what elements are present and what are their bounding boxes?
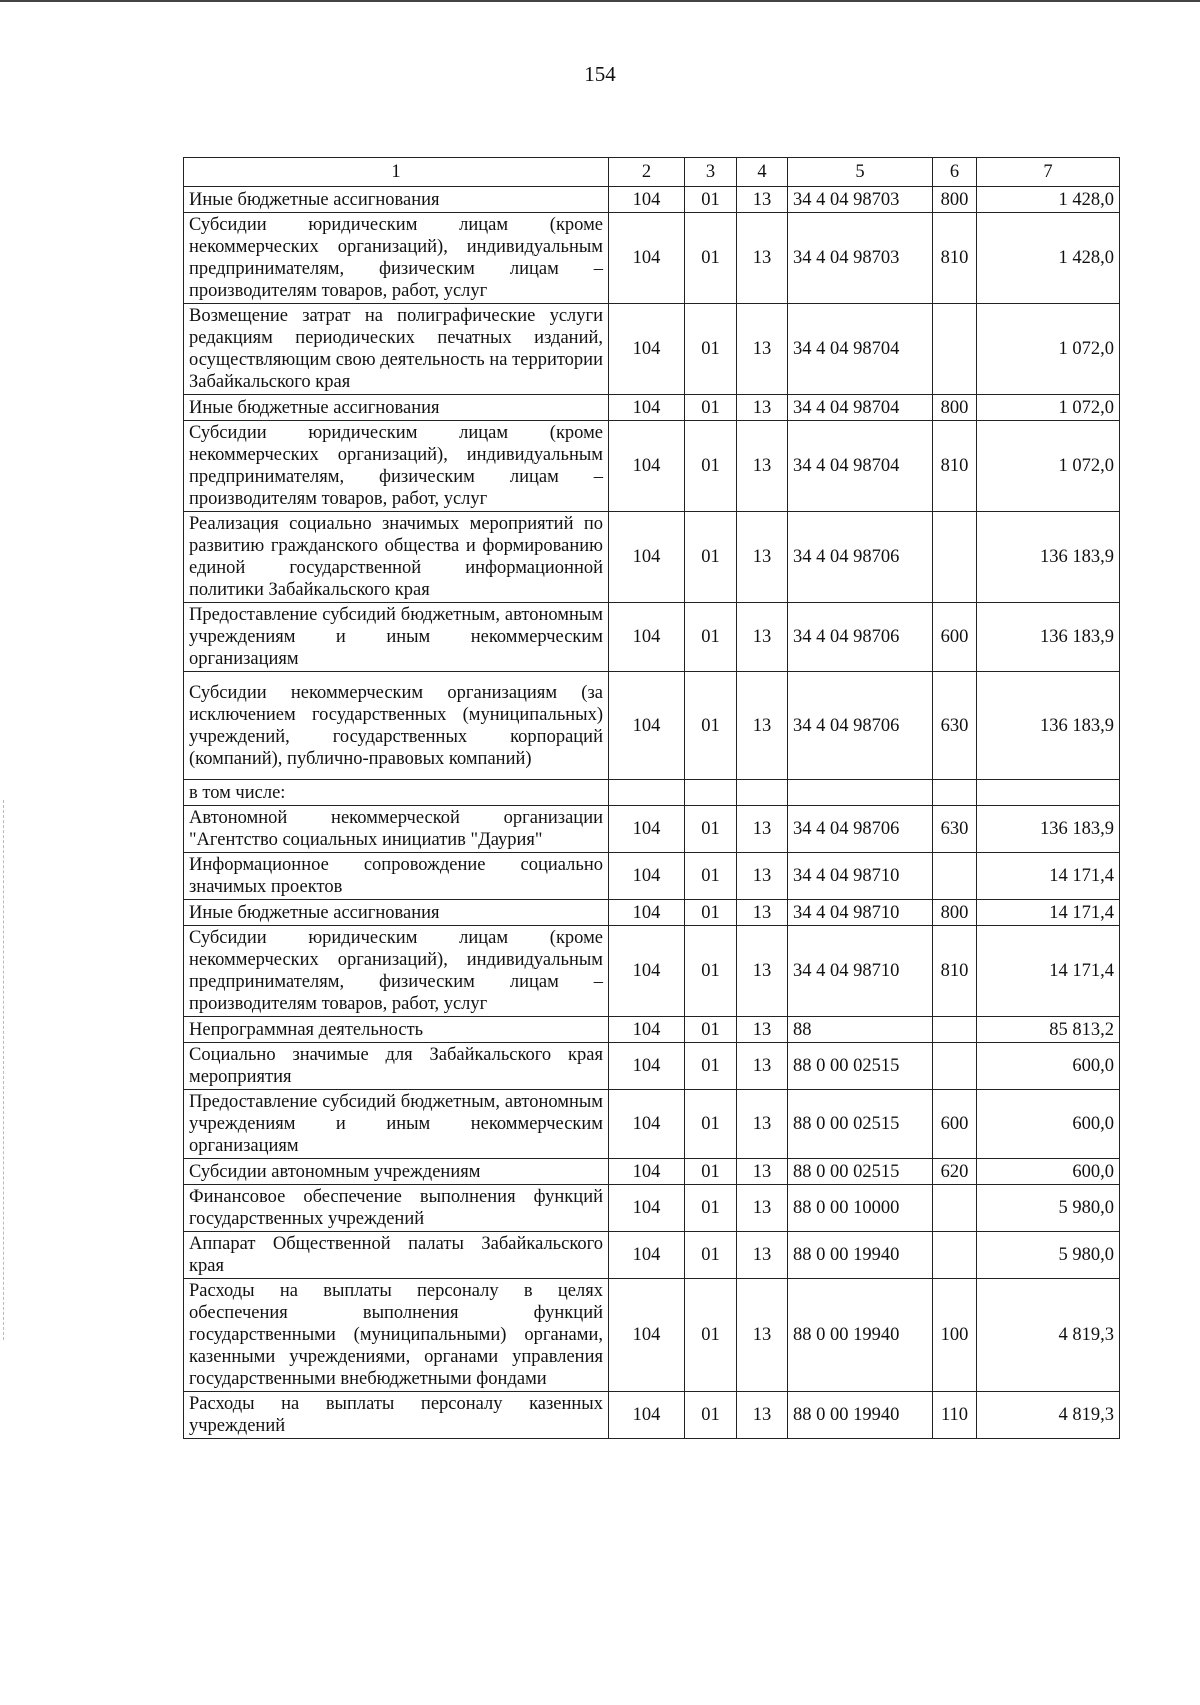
code-subsection: 13 [737,1392,788,1439]
code-subsection: 13 [737,1159,788,1185]
table-row [184,780,1120,806]
code-subsection: 13 [737,213,788,304]
code-target-item [788,780,933,806]
amount: 14 171,4 [977,853,1120,900]
row-description: Информационное сопровождение социально значимых проектов [184,853,609,900]
code-ministry: 104 [609,304,685,395]
table-header-row [184,158,1120,187]
amount: 1 072,0 [977,304,1120,395]
amount: 600,0 [977,1159,1120,1185]
code-target-item: 34 4 04 98703 [788,213,933,304]
table-row [184,926,1120,1017]
code-ministry: 104 [609,421,685,512]
row-description: Субсидии автономным учреждениям [184,1159,609,1185]
header-cell: 5 [788,158,933,187]
code-ministry: 104 [609,1279,685,1392]
table-row [184,1159,1120,1185]
table-row [184,853,1120,900]
code-section: 01 [685,1392,737,1439]
amount: 85 813,2 [977,1017,1120,1043]
code-section: 01 [685,672,737,780]
code-subsection: 13 [737,603,788,672]
amount: 4 819,3 [977,1392,1120,1439]
code-section: 01 [685,900,737,926]
code-expense-type: 810 [933,926,977,1017]
code-expense-type: 810 [933,421,977,512]
row-description: Субсидии некоммерческим организациям (за исключением государственных (муниципальных) учреждений, государственных корпораций (компаний), публично-правовых компаний) [184,672,609,780]
code-subsection: 13 [737,187,788,213]
row-description: Реализация социально значимых мероприятий по развитию гражданского общества и формированию единой государственной информационной политики Забайкальского края [184,512,609,603]
code-ministry: 104 [609,187,685,213]
code-section: 01 [685,926,737,1017]
code-target-item: 34 4 04 98710 [788,853,933,900]
code-ministry: 104 [609,926,685,1017]
table-row [184,1043,1120,1090]
row-description: Субсидии юридическим лицам (кроме некоммерческих организаций), индивидуальным предпринимателям, физическим лицам – производителям товаров, работ, услуг [184,213,609,304]
row-description: Аппарат Общественной палаты Забайкальского края [184,1232,609,1279]
code-expense-type [933,780,977,806]
code-section: 01 [685,1279,737,1392]
row-description: Субсидии юридическим лицам (кроме некоммерческих организаций), индивидуальным предпринимателям, физическим лицам – производителям товаров, работ, услуг [184,421,609,512]
code-target-item: 88 0 00 19940 [788,1392,933,1439]
code-section: 01 [685,304,737,395]
row-description: Предоставление субсидий бюджетным, автономным учреждениям и иным некоммерческим организациям [184,1090,609,1159]
amount: 1 072,0 [977,395,1120,421]
code-subsection: 13 [737,512,788,603]
budget-table [183,157,1120,1439]
code-section: 01 [685,1232,737,1279]
code-target-item: 88 0 00 19940 [788,1232,933,1279]
code-expense-type: 110 [933,1392,977,1439]
amount: 1 428,0 [977,187,1120,213]
amount: 136 183,9 [977,512,1120,603]
row-description: Финансовое обеспечение выполнения функций государственных учреждений [184,1185,609,1232]
code-target-item: 34 4 04 98704 [788,395,933,421]
code-target-item: 88 0 00 02515 [788,1090,933,1159]
amount: 4 819,3 [977,1279,1120,1392]
row-description: Иные бюджетные ассигнования [184,187,609,213]
code-section: 01 [685,1090,737,1159]
code-target-item: 34 4 04 98703 [788,187,933,213]
amount: 5 980,0 [977,1185,1120,1232]
code-ministry: 104 [609,395,685,421]
code-subsection: 13 [737,1185,788,1232]
code-section: 01 [685,421,737,512]
code-target-item: 88 0 00 10000 [788,1185,933,1232]
code-subsection: 13 [737,1232,788,1279]
code-expense-type [933,1043,977,1090]
code-section: 01 [685,395,737,421]
header-cell: 3 [685,158,737,187]
code-target-item: 34 4 04 98706 [788,603,933,672]
code-subsection: 13 [737,853,788,900]
row-description: Иные бюджетные ассигнования [184,900,609,926]
code-target-item: 34 4 04 98710 [788,926,933,1017]
code-target-item: 88 0 00 02515 [788,1043,933,1090]
code-section [685,780,737,806]
code-subsection: 13 [737,1017,788,1043]
code-section: 01 [685,806,737,853]
code-section: 01 [685,512,737,603]
code-expense-type [933,1185,977,1232]
code-expense-type [933,512,977,603]
code-ministry: 104 [609,900,685,926]
code-subsection: 13 [737,926,788,1017]
amount: 14 171,4 [977,926,1120,1017]
code-subsection: 13 [737,304,788,395]
code-subsection: 13 [737,1090,788,1159]
table-row [184,421,1120,512]
header-cell: 6 [933,158,977,187]
code-target-item: 34 4 04 98704 [788,304,933,395]
amount: 600,0 [977,1043,1120,1090]
code-expense-type [933,853,977,900]
page-top-edge [0,0,1200,6]
code-subsection [737,780,788,806]
amount: 136 183,9 [977,672,1120,780]
amount: 136 183,9 [977,806,1120,853]
code-expense-type: 630 [933,806,977,853]
code-section: 01 [685,1043,737,1090]
table-row [184,1392,1120,1439]
code-section: 01 [685,187,737,213]
table-row [184,304,1120,395]
code-subsection: 13 [737,1043,788,1090]
code-expense-type: 800 [933,395,977,421]
code-subsection: 13 [737,672,788,780]
table-row [184,512,1120,603]
table-row [184,672,1120,780]
code-target-item: 34 4 04 98706 [788,512,933,603]
row-description: Возмещение затрат на полиграфические услуги редакциям периодических печатных изданий, осуществляющим свою деятельность на территории Забайкальского края [184,304,609,395]
code-expense-type [933,1232,977,1279]
table-row [184,806,1120,853]
code-ministry: 104 [609,1043,685,1090]
code-ministry: 104 [609,213,685,304]
code-expense-type: 600 [933,1090,977,1159]
header-cell: 1 [184,158,609,187]
row-description: Расходы на выплаты персоналу казенных учреждений [184,1392,609,1439]
code-target-item: 88 0 00 19940 [788,1279,933,1392]
table-row [184,1017,1120,1043]
table-row [184,900,1120,926]
header-cell: 4 [737,158,788,187]
code-ministry: 104 [609,1185,685,1232]
code-ministry: 104 [609,1090,685,1159]
code-section: 01 [685,1017,737,1043]
code-ministry: 104 [609,1159,685,1185]
margin-perforation [3,800,8,1340]
table-body [184,187,1120,1439]
code-target-item: 34 4 04 98706 [788,672,933,780]
code-subsection: 13 [737,900,788,926]
row-description: Социально значимые для Забайкальского края мероприятия [184,1043,609,1090]
code-expense-type: 630 [933,672,977,780]
amount: 136 183,9 [977,603,1120,672]
row-description: в том числе: [184,780,609,806]
amount: 1 072,0 [977,421,1120,512]
code-expense-type: 810 [933,213,977,304]
code-ministry: 104 [609,512,685,603]
code-section: 01 [685,1159,737,1185]
row-description: Расходы на выплаты персоналу в целях обеспечения выполнения функций государственными (муниципальными) органами, казенными учреждениями, органами управления государственными внебюджетными фондами [184,1279,609,1392]
table-row [184,1232,1120,1279]
row-description: Предоставление субсидий бюджетным, автономным учреждениям и иным некоммерческим организациям [184,603,609,672]
code-section: 01 [685,853,737,900]
code-expense-type: 100 [933,1279,977,1392]
code-subsection: 13 [737,395,788,421]
row-description: Автономной некоммерческой организации "Агентство социальных инициатив "Даурия" [184,806,609,853]
table-row [184,603,1120,672]
code-target-item: 88 0 00 02515 [788,1159,933,1185]
amount: 600,0 [977,1090,1120,1159]
table-row [184,1279,1120,1392]
amount [977,780,1120,806]
code-ministry: 104 [609,853,685,900]
row-description: Непрограммная деятельность [184,1017,609,1043]
code-ministry: 104 [609,1017,685,1043]
code-ministry: 104 [609,1232,685,1279]
code-ministry: 104 [609,672,685,780]
code-ministry: 104 [609,603,685,672]
code-target-item: 34 4 04 98706 [788,806,933,853]
code-section: 01 [685,1185,737,1232]
table-row [184,213,1120,304]
code-subsection: 13 [737,421,788,512]
code-target-item: 34 4 04 98704 [788,421,933,512]
code-subsection: 13 [737,806,788,853]
code-expense-type [933,1017,977,1043]
table-row [184,187,1120,213]
code-expense-type: 620 [933,1159,977,1185]
page-number: 154 [584,62,616,86]
code-expense-type [933,304,977,395]
amount: 1 428,0 [977,213,1120,304]
amount: 14 171,4 [977,900,1120,926]
table-row [184,395,1120,421]
header-cell: 2 [609,158,685,187]
code-section: 01 [685,603,737,672]
amount: 5 980,0 [977,1232,1120,1279]
code-target-item: 88 [788,1017,933,1043]
row-description: Субсидии юридическим лицам (кроме некоммерческих организаций), индивидуальным предпринимателям, физическим лицам – производителям товаров, работ, услуг [184,926,609,1017]
code-expense-type: 600 [933,603,977,672]
code-target-item: 34 4 04 98710 [788,900,933,926]
code-ministry [609,780,685,806]
code-section: 01 [685,213,737,304]
table-row [184,1185,1120,1232]
header-cell: 7 [977,158,1120,187]
code-expense-type: 800 [933,900,977,926]
table-row [184,1090,1120,1159]
code-expense-type: 800 [933,187,977,213]
code-subsection: 13 [737,1279,788,1392]
code-ministry: 104 [609,806,685,853]
row-description: Иные бюджетные ассигнования [184,395,609,421]
code-ministry: 104 [609,1392,685,1439]
